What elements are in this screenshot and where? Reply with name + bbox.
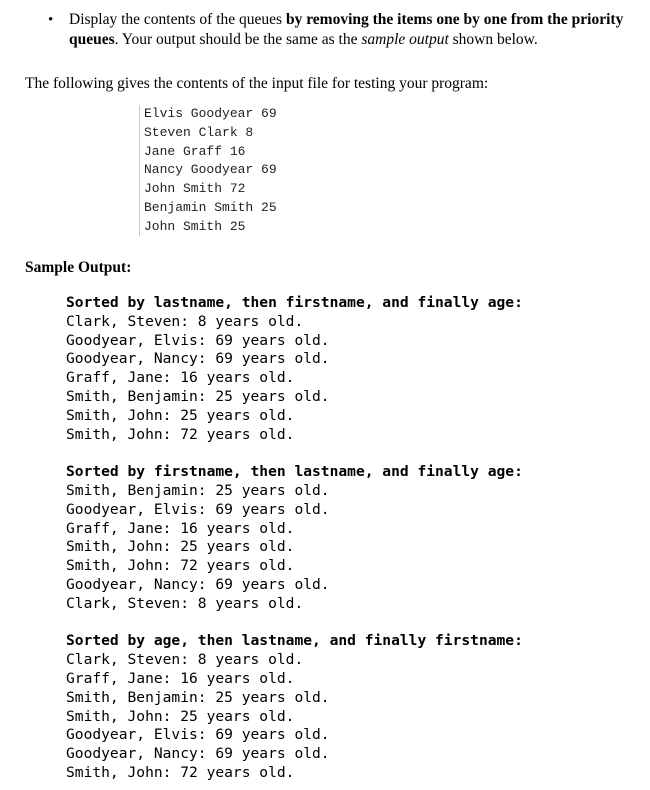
output-line: Goodyear, Nancy: 69 years old. bbox=[66, 745, 330, 763]
output-line: Smith, John: 25 years old. bbox=[66, 707, 295, 725]
input-file-line: Elvis Goodyear 69 bbox=[144, 106, 277, 121]
input-file-line: Nancy Goodyear 69 bbox=[144, 162, 277, 178]
input-file-listing bbox=[139, 105, 339, 236]
instruction-text-bold: by removing the items one by one from the priority queues bbox=[69, 11, 624, 48]
bullet-icon: • bbox=[48, 12, 54, 28]
output-line: Clark, Steven: 8 years old. bbox=[66, 312, 304, 330]
output-line: Goodyear, Elvis: 69 years old. bbox=[66, 500, 330, 518]
output-line: Goodyear, Elvis: 69 years old. bbox=[66, 726, 330, 744]
intro-paragraph: The following gives the contents of the input file for testing your program: bbox=[25, 75, 489, 92]
output-line: Graff, Jane: 16 years old. bbox=[66, 369, 295, 387]
output-line: Smith, Benjamin: 25 years old. bbox=[66, 688, 330, 706]
input-file-line: Benjamin Smith 25 bbox=[144, 199, 277, 215]
input-file-line: Steven Clark 8 bbox=[144, 124, 254, 140]
output-line: Clark, Steven: 8 years old. bbox=[66, 651, 304, 669]
output-line: Clark, Steven: 8 years old. bbox=[66, 594, 304, 612]
output-block-header: Sorted by age, then lastname, and finally firstname: bbox=[66, 632, 523, 650]
output-block-lastname bbox=[66, 294, 523, 444]
output-line: Smith, John: 72 years old. bbox=[66, 557, 295, 575]
output-line: Smith, John: 25 years old. bbox=[66, 406, 295, 424]
sample-output-heading: Sample Output: bbox=[25, 259, 132, 276]
instruction-text bbox=[69, 10, 639, 50]
output-line: Smith, John: 25 years old. bbox=[66, 538, 295, 556]
output-line: Smith, John: 72 years old. bbox=[66, 425, 295, 443]
output-line: Smith, Benjamin: 25 years old. bbox=[66, 481, 330, 499]
output-block-firstname bbox=[66, 463, 523, 613]
output-line: Graff, Jane: 16 years old. bbox=[66, 669, 295, 687]
output-line: Goodyear, Nancy: 69 years old. bbox=[66, 575, 330, 593]
instruction-text-plain-2: . Your output should be the same as the bbox=[114, 31, 362, 48]
input-file-line: John Smith 72 bbox=[144, 181, 246, 197]
instruction-text-plain-3: shown below. bbox=[448, 31, 538, 48]
output-block-header: Sorted by lastname, then firstname, and finally age: bbox=[66, 294, 523, 311]
input-file-line: John Smith 25 bbox=[144, 218, 246, 234]
sample-output bbox=[66, 294, 523, 783]
output-line: Smith, John: 72 years old. bbox=[66, 763, 295, 781]
output-block-age bbox=[66, 632, 523, 782]
output-line: Goodyear, Nancy: 69 years old. bbox=[66, 350, 330, 368]
output-line: Graff, Jane: 16 years old. bbox=[66, 519, 295, 537]
instruction-text-plain-1: Display the contents of the queues bbox=[69, 11, 286, 28]
instruction-text-italic: sample output bbox=[361, 31, 449, 48]
output-block-header: Sorted by firstname, then lastname, and finally age: bbox=[66, 463, 523, 481]
output-line: Goodyear, Elvis: 69 years old. bbox=[66, 331, 330, 349]
output-line: Smith, Benjamin: 25 years old. bbox=[66, 387, 330, 405]
input-file-line: Jane Graff 16 bbox=[144, 143, 246, 159]
